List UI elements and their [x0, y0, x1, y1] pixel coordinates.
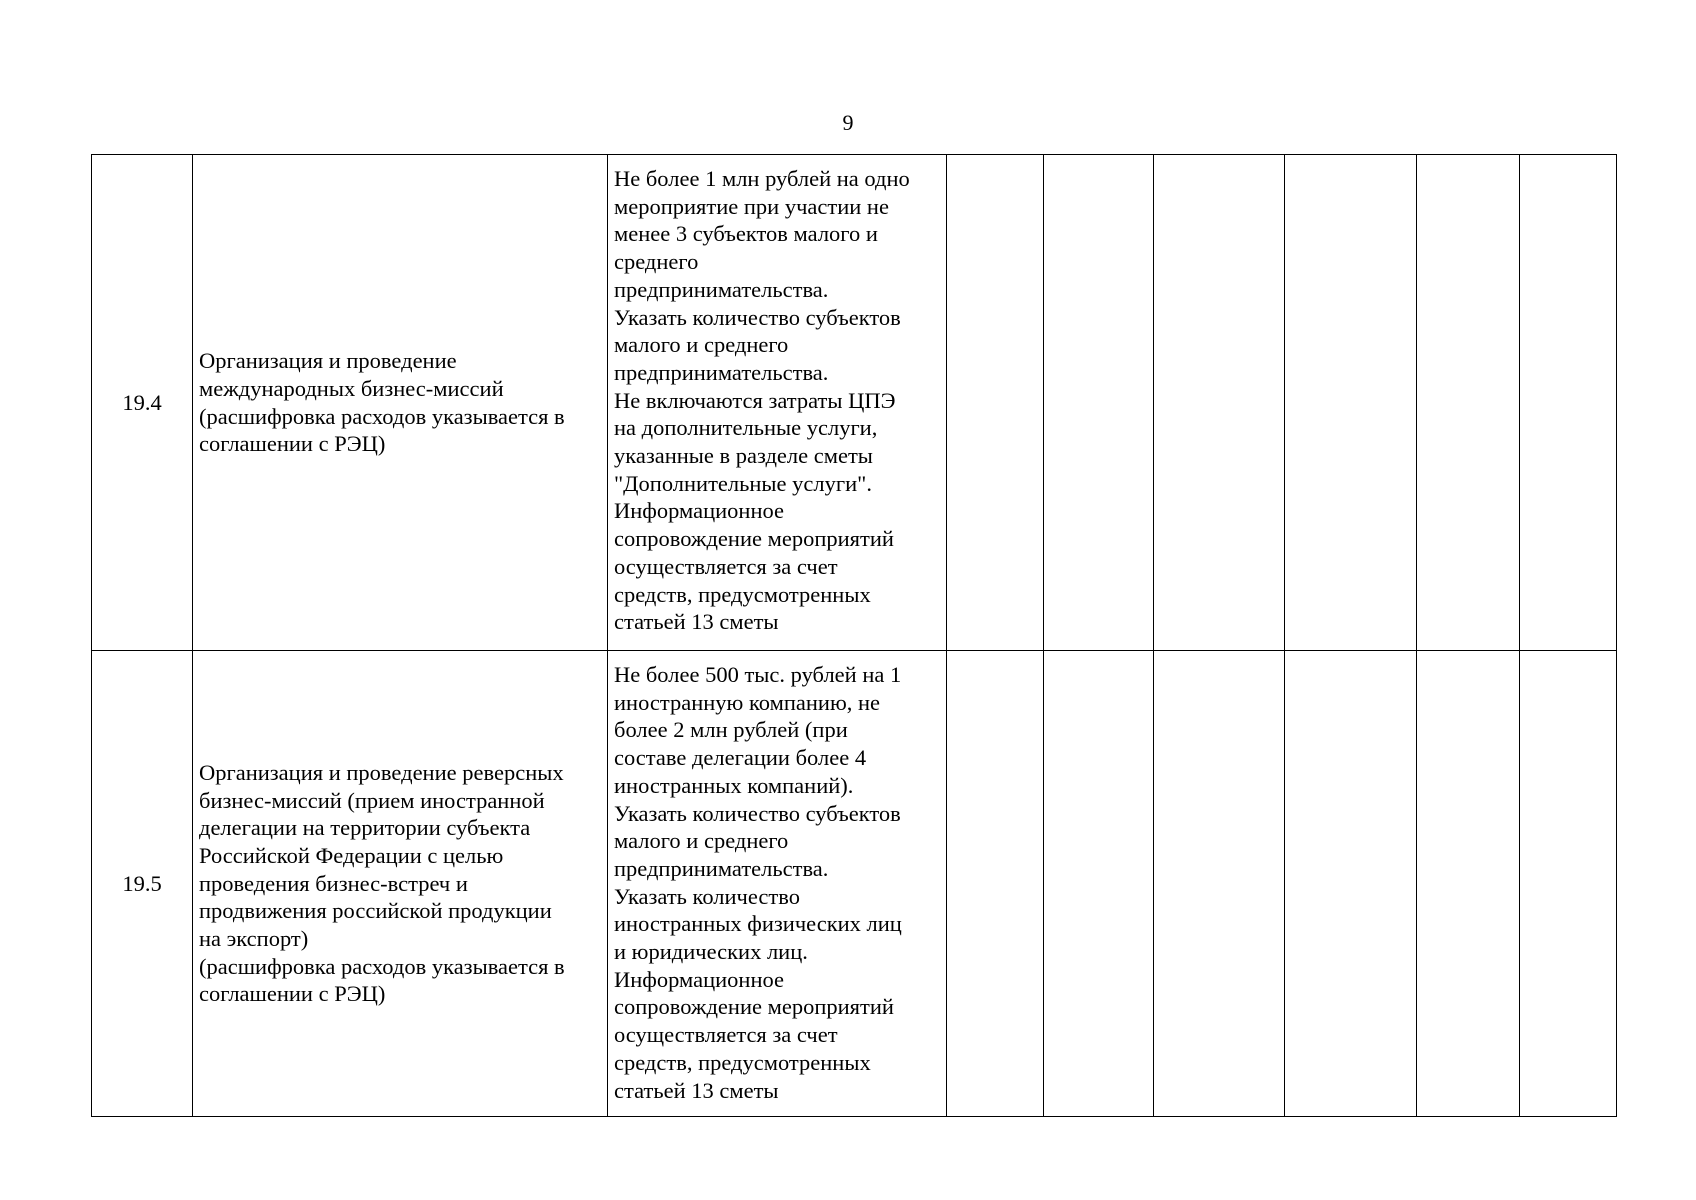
table-row — [92, 651, 1617, 1117]
empty-cell — [1417, 651, 1520, 1117]
item-name-cell — [193, 651, 608, 1117]
empty-cell — [1285, 155, 1417, 651]
conditions-text: Не более 500 тыс. рублей на 1 иностранную компанию, не более 2 млн рублей (при составе делегации более 4 иностранных компаний). Указать количество субъектов малого и среднего предпринимательства. Указать количество иностранных физических лиц и юридических лиц. Информационное сопровождение мероприятий осуществляется за счет средств, предусмотренных статьей 13 сметы — [614, 662, 902, 1103]
conditions-cell — [608, 651, 947, 1117]
page-number: 9 — [842, 110, 854, 135]
item-name-cell — [193, 155, 608, 651]
empty-cell — [1285, 651, 1417, 1117]
empty-cell — [1520, 155, 1617, 651]
empty-cell — [1044, 155, 1154, 651]
row-number-cell: 19.5 — [92, 651, 193, 1117]
empty-cell — [1044, 651, 1154, 1117]
conditions-text: Не более 1 млн рублей на одно мероприятие при участии не менее 3 субъектов малого и среднего предпринимательства. Указать количество субъектов малого и среднего предпринимательства. Не включаются затраты ЦПЭ на дополнительные услуги, указанные в разделе сметы "Дополнительные услуги". Информационное сопровождение мероприятий осуществляется за счет средств, предусмотренных статьей 13 сметы — [614, 166, 910, 635]
empty-cell — [1154, 651, 1285, 1117]
empty-cell — [947, 651, 1044, 1117]
item-name-text: Организация и проведение международных бизнес-миссий (расшифровка расходов указывается в соглашении с РЭЦ) — [199, 348, 565, 457]
table-row — [92, 155, 1617, 651]
empty-cell — [947, 155, 1044, 651]
empty-cell — [1520, 651, 1617, 1117]
empty-cell — [1154, 155, 1285, 651]
conditions-cell — [608, 155, 947, 651]
empty-cell — [1417, 155, 1520, 651]
budget-table — [91, 154, 1617, 1117]
row-number-cell: 19.4 — [92, 155, 193, 651]
item-name-text: Организация и проведение реверсных бизнес-миссий (прием иностранной делегации на территории субъекта Российской Федерации с целью проведения бизнес-встреч и продвижения российской продукции на экспорт) (расшифровка расходов указывается в соглашении с РЭЦ) — [199, 759, 565, 1007]
